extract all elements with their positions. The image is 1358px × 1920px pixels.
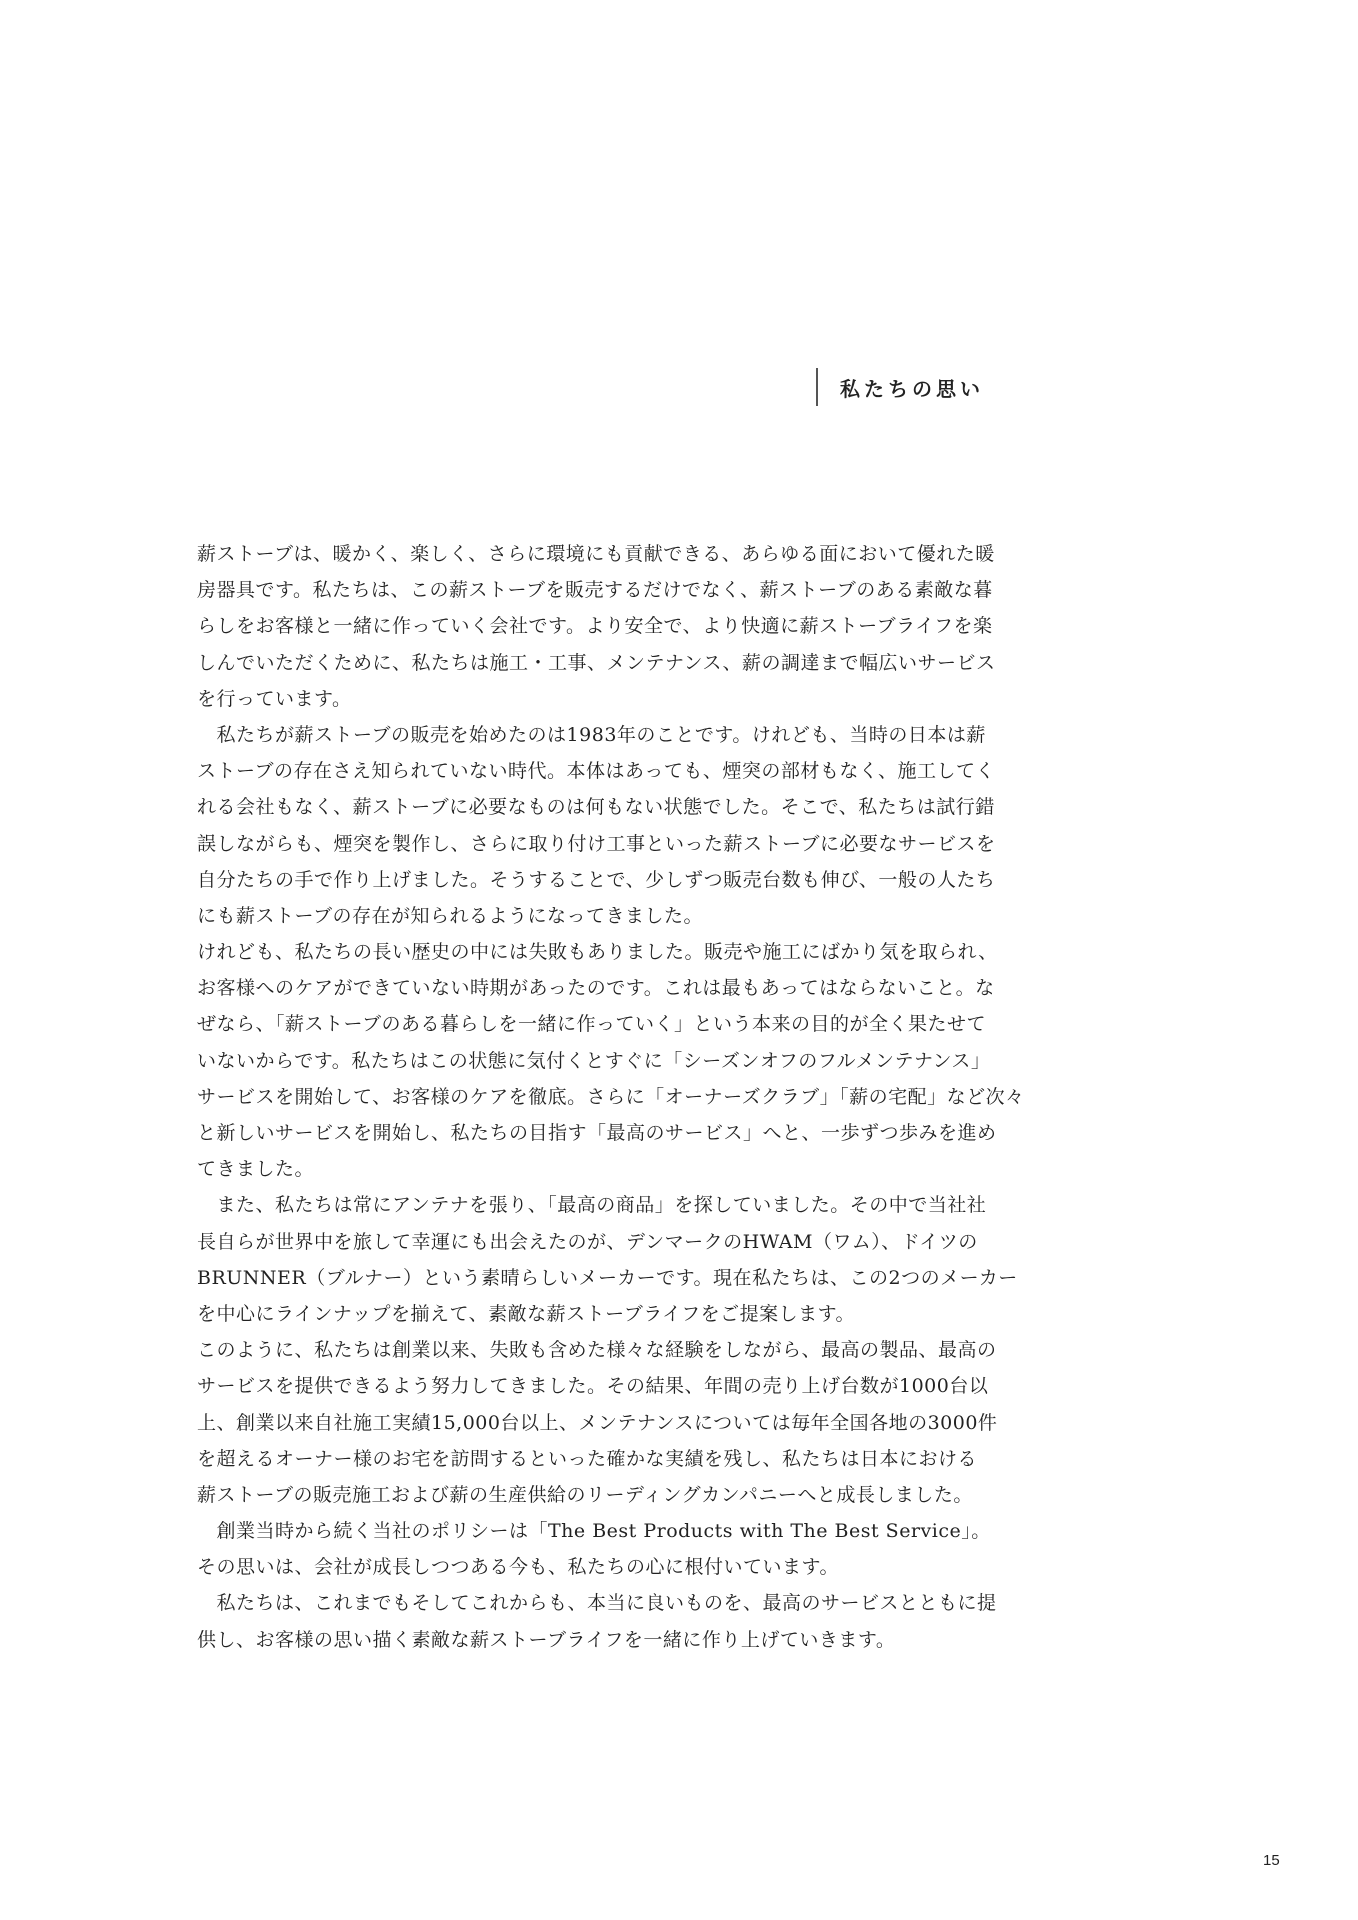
body-line: けれども、私たちの長い歴史の中には失敗もありました。販売や施工にばかり気を取られ、 — [197, 941, 998, 964]
body-line: サービスを開始して、お客様のケアを徹底。さらに「オーナーズクラブ」「薪の宅配」など次々 — [197, 1085, 1025, 1108]
body-text — [197, 536, 1025, 1658]
body-line: 上、創業以来自社施工実績15,000台以上、メンテナンスについては毎年全国各地の3000件 — [197, 1411, 998, 1434]
body-line: らしをお客様と一緒に作っていく会社です。より安全で、より快適に薪ストーブライフを楽 — [197, 615, 993, 638]
body-line: てきました。 — [197, 1158, 315, 1181]
body-line: 薪ストーブの販売施工および薪の生産供給のリーディングカンパニーへと成長しました。 — [197, 1483, 973, 1506]
body-line: いないからです。私たちはこの状態に気付くとすぐに「シーズンオフのフルメンテナンス」 — [197, 1049, 991, 1072]
body-line: お客様へのケアができていない時期があったのです。これは最もあってはならないこと。な — [197, 977, 995, 1000]
body-line: を行っています。 — [197, 687, 352, 710]
body-line: と新しいサービスを開始し、私たちの目指す「最高のサービス」へと、一歩ずつ歩みを進め — [197, 1122, 997, 1144]
body-line: を中心にラインナップを揃えて、素敵な薪ストーブライフをご提案します。 — [197, 1302, 856, 1325]
body-line: しんでいただくために、私たちは施工・工事、メンテナンス、薪の調達まで幅広いサービス — [197, 651, 996, 674]
body-line: BRUNNER（ブルナー）という素晴らしいメーカーです。現在私たちは、この2つのメーカー — [197, 1266, 1018, 1289]
heading-rule — [816, 368, 818, 406]
body-line: また、私たちは常にアンテナを張り、「最高の商品」を探していました。その中で当社社 — [197, 1194, 987, 1217]
body-line: れる会社もなく、薪ストーブに必要なものは何もない状態でした。そこで、私たちは試行錯 — [197, 796, 995, 819]
body-line: サービスを提供できるよう努力してきました。その結果、年間の売り上げ台数が1000台以 — [197, 1375, 989, 1398]
body-line: 供し、お客様の思い描く素敵な薪ストーブライフを一緒に作り上げていきます。 — [197, 1628, 896, 1651]
body-line: 創業当時から続く当社のポリシーは「The Best Products with The Best Service」。 — [197, 1520, 991, 1543]
body-line: ストーブの存在さえ知られていない時代。本体はあっても、煙突の部材もなく、施工してく — [197, 760, 995, 783]
body-line: にも薪ストーブの存在が知られるようになってきました。 — [197, 904, 704, 927]
body-line: その思いは、会社が成長しつつある今も、私たちの心に根付いています。 — [197, 1556, 839, 1579]
body-line: 私たちが薪ストーブの販売を始めたのは1983年のことです。けれども、当時の日本は薪 — [197, 723, 986, 746]
body-line: 自分たちの手で作り上げました。そうすることで、少しずつ販売台数も伸び、一般の人たち — [197, 868, 996, 891]
body-line: 私たちは、これまでもそしてこれからも、本当に良いものを、最高のサービスとともに提 — [197, 1592, 997, 1615]
page-title: 私たちの思い — [840, 376, 984, 401]
page-number: 15 — [1263, 1852, 1280, 1869]
body-line: 薪ストーブは、暖かく、楽しく、さらに環境にも貢献できる、あらゆる面において優れた暖 — [197, 543, 995, 565]
body-line: このように、私たちは創業以来、失敗も含めた様々な経験をしながら、最高の製品、最高の — [197, 1339, 997, 1362]
section-heading — [816, 368, 984, 406]
body-line: ぜなら、「薪ストーブのある暮らしを一緒に作っていく」という本来の目的が全く果たせて — [197, 1013, 987, 1036]
body-line: を超えるオーナー様のお宅を訪問するといった確かな実績を残し、私たちは日本における — [197, 1447, 978, 1470]
body-line: 誤しながらも、煙突を製作し、さらに取り付け工事といった薪ストーブに必要なサービスを — [197, 832, 996, 855]
body-line: 房器具です。私たちは、この薪ストーブを販売するだけでなく、薪ストーブのある素敵な暮 — [197, 579, 993, 602]
body-line: 長自らが世界中を旅して幸運にも出会えたのが、デンマークのHWAM（ワム）、ドイツの — [197, 1230, 978, 1253]
